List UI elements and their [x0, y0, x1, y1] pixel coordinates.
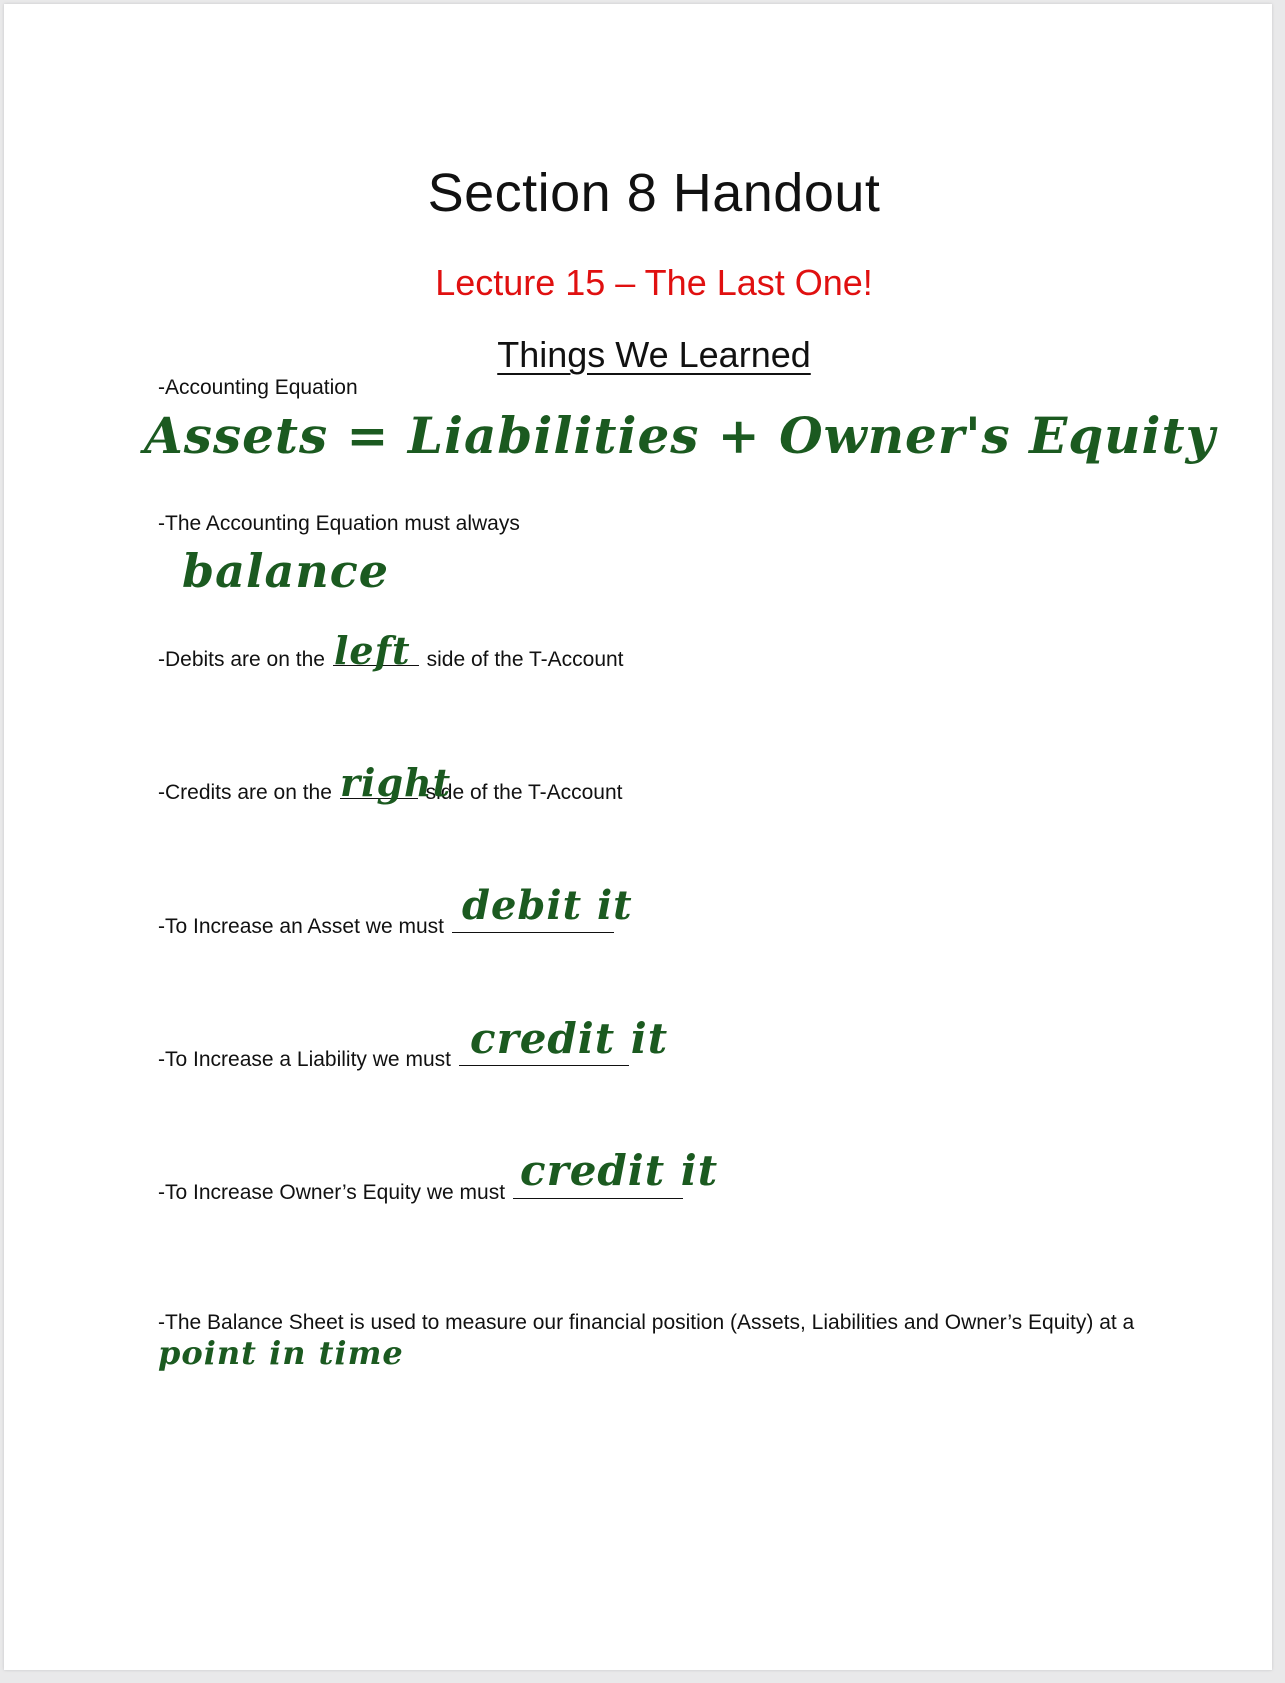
answer-point-in-time: point in time — [158, 1334, 404, 1372]
answer-debit-it: debit it — [462, 882, 633, 929]
page-title: Section 8 Handout — [427, 163, 881, 223]
answer-credit-it-liability: credit it — [470, 1014, 669, 1063]
prompt-equation-balance: -The Accounting Equation must always — [158, 512, 520, 535]
prompt-balance-sheet: -The Balance Sheet is used to measure our financial position (Assets, Liabilities and Owner’s Equity) at a — [158, 1311, 1135, 1334]
lecture-subtitle: Lecture 15 – The Last One! — [435, 262, 873, 303]
answer-accounting-equation: Assets = Liabilities + Owner's Equity — [144, 406, 1216, 465]
section-heading — [4, 334, 1285, 376]
prompt-accounting-equation: -Accounting Equation — [158, 376, 358, 399]
prompt-debits-after: side of the T-Account — [426, 648, 624, 671]
prompt-debits-before: -Debits are on the — [158, 648, 325, 671]
answer-right: right — [340, 760, 452, 805]
answer-credit-it-equity: credit it — [520, 1146, 719, 1195]
prompt-increase-liability-text: -To Increase a Liability we must — [158, 1048, 451, 1071]
prompt-increase-asset-text: -To Increase an Asset we must — [158, 915, 444, 938]
prompt-credits-after: side of the T-Account — [425, 781, 623, 804]
prompt-credits-before: -Credits are on the — [158, 781, 332, 804]
prompt-increase-equity-text: -To Increase Owner’s Equity we must — [158, 1181, 506, 1204]
answer-balance: balance — [182, 544, 389, 598]
answer-left: left — [334, 628, 411, 673]
handout-page — [4, 4, 1272, 1670]
section-heading-text: Things We Learned — [497, 334, 811, 375]
